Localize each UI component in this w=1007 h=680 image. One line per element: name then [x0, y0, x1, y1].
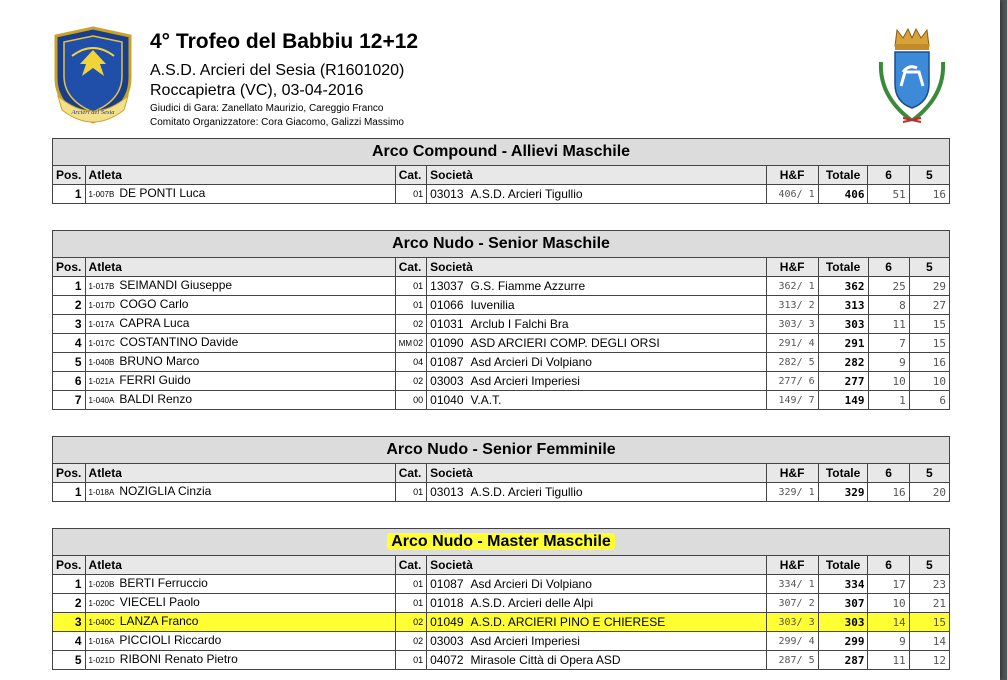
- count-six: 14: [868, 613, 909, 632]
- col-pos-header: Pos.: [53, 166, 86, 185]
- results-table-nudo-master-m: [52, 528, 950, 670]
- category: 01: [413, 299, 424, 310]
- col-total-header: Totale: [818, 258, 868, 277]
- society-name: A.S.D. Arcieri Tigullio: [470, 186, 583, 201]
- society-cell: [427, 315, 766, 334]
- category: 01: [413, 654, 424, 665]
- section-title: Arco Compound - Allievi Maschile: [371, 143, 631, 160]
- athlete-cell: [85, 334, 395, 353]
- position: 5: [53, 651, 86, 670]
- position: 2: [53, 594, 86, 613]
- athlete-name: COSTANTINO Davide: [119, 335, 239, 349]
- position: 6: [53, 372, 86, 391]
- category-cell: [395, 372, 426, 391]
- col-total-header: Totale: [818, 464, 868, 483]
- category-cell: [395, 632, 426, 651]
- category-cell: [395, 334, 426, 353]
- society-code: 01018: [430, 595, 464, 610]
- count-five: 14: [909, 632, 949, 651]
- count-five: 10: [909, 372, 949, 391]
- col-athlete-header: Atleta: [85, 556, 395, 575]
- athlete-name: RIBONI Renato Pietro: [119, 652, 238, 666]
- society-name: Asd Arcieri Di Volpiano: [470, 354, 592, 369]
- col-society-header: Società: [427, 166, 766, 185]
- total-score: 303: [818, 315, 868, 334]
- category: 04: [413, 356, 424, 367]
- count-six: 10: [868, 594, 909, 613]
- total-score: 282: [818, 353, 868, 372]
- judges: Giudici di Gara: Zanellato Maurizio, Careggio Franco: [150, 103, 384, 114]
- athlete-name: CAPRA Luca: [119, 316, 190, 330]
- society-name: Arclub I Falchi Bra: [470, 316, 569, 331]
- hf-score: 291/ 4: [766, 334, 818, 353]
- category-cell: [395, 391, 426, 410]
- society-cell: [427, 483, 766, 502]
- count-six: 16: [868, 483, 909, 502]
- count-five: 15: [909, 613, 949, 632]
- col-cat-header: Cat.: [395, 556, 426, 575]
- col-five-header: 5: [909, 166, 949, 185]
- total-score: 149: [818, 391, 868, 410]
- athlete-cell: [85, 296, 395, 315]
- category-cell: [395, 575, 426, 594]
- total-score: 362: [818, 277, 868, 296]
- count-five: 16: [909, 185, 949, 204]
- athlete-name: VIECELI Paolo: [119, 595, 200, 609]
- section-title: Arco Nudo - Senior Femminile: [386, 441, 616, 458]
- category-cell: [395, 353, 426, 372]
- section-title-row: [53, 437, 950, 464]
- count-five: 21: [909, 594, 949, 613]
- hf-score: 334/ 1: [766, 575, 818, 594]
- col-six-header: 6: [868, 556, 909, 575]
- place-date: Roccapietra (VC), 03-04-2016: [150, 82, 364, 99]
- category-cell: [395, 594, 426, 613]
- athlete-name: BALDI Renzo: [119, 392, 193, 406]
- athlete-name: DE PONTI Luca: [119, 186, 206, 200]
- col-pos-header: Pos.: [53, 258, 86, 277]
- count-six: 9: [868, 632, 909, 651]
- count-five: 12: [909, 651, 949, 670]
- hf-score: 149/ 7: [766, 391, 818, 410]
- category: 01: [413, 578, 424, 589]
- category: 00: [413, 394, 424, 405]
- athlete-name: COGO Carlo: [119, 297, 189, 311]
- society-cell: [427, 372, 766, 391]
- count-six: 8: [868, 296, 909, 315]
- col-hf-header: H&F: [766, 464, 818, 483]
- col-total-header: Totale: [818, 556, 868, 575]
- category: 01: [413, 280, 424, 291]
- category: 01: [413, 188, 424, 199]
- position: 1: [53, 277, 86, 296]
- category-cell: [395, 296, 426, 315]
- col-athlete-header: Atleta: [85, 464, 395, 483]
- table-row: [53, 315, 950, 334]
- athlete-cell: [85, 613, 395, 632]
- count-six: 25: [868, 277, 909, 296]
- society-cell: [427, 296, 766, 315]
- hf-score: 287/ 5: [766, 651, 818, 670]
- col-five-header: 5: [909, 258, 949, 277]
- athlete-cell: [85, 185, 395, 204]
- col-six-header: 6: [868, 166, 909, 185]
- section-title-row: [53, 529, 950, 556]
- society-cell: [427, 594, 766, 613]
- results-table-compound-allievi: [52, 138, 950, 204]
- position: 5: [53, 353, 86, 372]
- section-title-cell: [53, 231, 950, 258]
- col-athlete-header: Atleta: [85, 166, 395, 185]
- total-score: 277: [818, 372, 868, 391]
- athlete-code: 1-020B: [88, 580, 115, 589]
- category: 01: [413, 597, 424, 608]
- athlete-name: NOZIGLIA Cinzia: [119, 484, 212, 498]
- society-cell: [427, 632, 766, 651]
- page-title: 4° Trofeo del Babbiu 12+12: [150, 30, 419, 53]
- athlete-name: FERRI Guido: [119, 373, 191, 387]
- town-crest-icon: [873, 26, 951, 126]
- hf-score: 303/ 3: [766, 613, 818, 632]
- col-hf-header: H&F: [766, 258, 818, 277]
- hf-score: 313/ 2: [766, 296, 818, 315]
- society-cell: [427, 575, 766, 594]
- category: 01: [413, 486, 424, 497]
- section-title-cell: [53, 529, 950, 556]
- society-name: V.A.T.: [470, 392, 502, 407]
- athlete-code: 1-016A: [88, 637, 115, 646]
- position: 7: [53, 391, 86, 410]
- society-code: 01040: [430, 392, 464, 407]
- society-code: 04072: [430, 652, 464, 667]
- division-tag: MM: [398, 338, 413, 348]
- category: 02: [413, 337, 424, 348]
- athlete-cell: [85, 575, 395, 594]
- society-name: Asd Arcieri Imperiesi: [470, 373, 580, 388]
- athlete-cell: [85, 483, 395, 502]
- athlete-code: 1-040A: [88, 396, 115, 405]
- athlete-name: LANZA Franco: [119, 614, 199, 628]
- society-code: 01087: [430, 354, 464, 369]
- table-row: [53, 391, 950, 410]
- category-cell: [395, 483, 426, 502]
- society-code: 03013: [430, 186, 464, 201]
- count-five: 20: [909, 483, 949, 502]
- col-athlete-header: Atleta: [85, 258, 395, 277]
- col-six-header: 6: [868, 258, 909, 277]
- athlete-cell: [85, 277, 395, 296]
- category-cell: [395, 185, 426, 204]
- athlete-code: 1-017B: [88, 282, 115, 291]
- category: 02: [413, 318, 424, 329]
- col-cat-header: Cat.: [395, 464, 426, 483]
- hf-score: 329/ 1: [766, 483, 818, 502]
- position: 1: [53, 575, 86, 594]
- table-row: [53, 277, 950, 296]
- society-code: 03003: [430, 633, 464, 648]
- athlete-name: BERTI Ferruccio: [119, 576, 208, 590]
- count-six: 11: [868, 315, 909, 334]
- athlete-code: 1-017C: [88, 339, 115, 348]
- category: 02: [413, 375, 424, 386]
- table-row: [53, 651, 950, 670]
- athlete-code: 1-020C: [88, 599, 115, 608]
- athlete-name: PICCIOLI Riccardo: [119, 633, 222, 647]
- col-hf-header: H&F: [766, 166, 818, 185]
- athlete-code: 1-021A: [88, 377, 115, 386]
- count-six: 7: [868, 334, 909, 353]
- total-score: 291: [818, 334, 868, 353]
- table-row: [53, 594, 950, 613]
- count-five: 27: [909, 296, 949, 315]
- society-name: G.S. Fiamme Azzurre: [470, 278, 586, 293]
- col-cat-header: Cat.: [395, 166, 426, 185]
- category-cell: [395, 277, 426, 296]
- table-row: [53, 483, 950, 502]
- results-table-nudo-senior-m: [52, 230, 950, 410]
- total-score: 307: [818, 594, 868, 613]
- total-score: 299: [818, 632, 868, 651]
- table-row: [53, 334, 950, 353]
- society-code: 01031: [430, 316, 464, 331]
- position: 3: [53, 613, 86, 632]
- society-name: Mirasole Città di Opera ASD: [470, 652, 621, 667]
- col-pos-header: Pos.: [53, 464, 86, 483]
- section-title-cell: [53, 437, 950, 464]
- position: 3: [53, 315, 86, 334]
- society-name: A.S.D. Arcieri Tigullio: [470, 484, 583, 499]
- column-header-row: [53, 258, 950, 277]
- hf-score: 362/ 1: [766, 277, 818, 296]
- total-score: 287: [818, 651, 868, 670]
- society-cell: [427, 334, 766, 353]
- results-table-nudo-senior-f: [52, 436, 950, 502]
- section-title-row: [53, 231, 950, 258]
- col-pos-header: Pos.: [53, 556, 86, 575]
- category-cell: [395, 315, 426, 334]
- count-six: 9: [868, 353, 909, 372]
- athlete-cell: [85, 651, 395, 670]
- total-score: 313: [818, 296, 868, 315]
- col-five-header: 5: [909, 464, 949, 483]
- athlete-code: 1-040C: [88, 618, 115, 627]
- category-cell: [395, 651, 426, 670]
- society-code: 01049: [430, 614, 464, 629]
- section-title-cell: [53, 139, 950, 166]
- position: 4: [53, 632, 86, 651]
- total-score: 406: [818, 185, 868, 204]
- society-code: 03013: [430, 484, 464, 499]
- athlete-cell: [85, 594, 395, 613]
- column-header-row: [53, 166, 950, 185]
- section-title-row: [53, 139, 950, 166]
- hf-score: 307/ 2: [766, 594, 818, 613]
- count-five: 29: [909, 277, 949, 296]
- count-five: 15: [909, 334, 949, 353]
- col-society-header: Società: [427, 464, 766, 483]
- organizer: A.S.D. Arcieri del Sesia (R1601020): [150, 62, 405, 79]
- table-row: [53, 296, 950, 315]
- col-society-header: Società: [427, 556, 766, 575]
- society-name: A.S.D. Arcieri delle Alpi: [470, 595, 594, 610]
- count-six: 17: [868, 575, 909, 594]
- athlete-code: 1-017D: [88, 301, 115, 310]
- count-five: 15: [909, 315, 949, 334]
- society-code: 03003: [430, 373, 464, 388]
- count-five: 23: [909, 575, 949, 594]
- position: 2: [53, 296, 86, 315]
- col-total-header: Totale: [818, 166, 868, 185]
- hf-score: 282/ 5: [766, 353, 818, 372]
- count-six: 1: [868, 391, 909, 410]
- table-row: [53, 575, 950, 594]
- society-code: 01087: [430, 576, 464, 591]
- athlete-name: BRUNO Marco: [119, 354, 200, 368]
- category: 02: [413, 635, 424, 646]
- count-six: 51: [868, 185, 909, 204]
- athlete-name: SEIMANDI Giuseppe: [119, 278, 233, 292]
- committee: Comitato Organizzatore: Cora Giacomo, Galizzi Massimo: [150, 117, 404, 128]
- society-code: 13037: [430, 278, 464, 293]
- col-six-header: 6: [868, 464, 909, 483]
- society-cell: [427, 651, 766, 670]
- athlete-code: 1-017A: [88, 320, 115, 329]
- position: 4: [53, 334, 86, 353]
- society-name: ASD ARCIERI COMP. DEGLI ORSI: [470, 335, 660, 350]
- table-row: [53, 372, 950, 391]
- athlete-code: 1-018A: [88, 488, 115, 497]
- column-header-row: [53, 464, 950, 483]
- count-five: 16: [909, 353, 949, 372]
- society-name: Iuvenilia: [470, 297, 515, 312]
- athlete-code: 1-021D: [88, 656, 115, 665]
- count-five: 6: [909, 391, 949, 410]
- table-row: [53, 353, 950, 372]
- athlete-code: 1-040B: [88, 358, 115, 367]
- col-society-header: Società: [427, 258, 766, 277]
- athlete-cell: [85, 391, 395, 410]
- society-cell: [427, 391, 766, 410]
- col-five-header: 5: [909, 556, 949, 575]
- athlete-cell: [85, 353, 395, 372]
- athlete-cell: [85, 632, 395, 651]
- table-row: [53, 185, 950, 204]
- category: 02: [413, 616, 424, 627]
- society-code: 01066: [430, 297, 464, 312]
- section-title: Arco Nudo - Senior Maschile: [392, 235, 610, 252]
- section-title: Arco Nudo - Master Maschile: [387, 533, 615, 550]
- athlete-cell: [85, 315, 395, 334]
- count-six: 10: [868, 372, 909, 391]
- athlete-code: 1-007B: [88, 190, 115, 199]
- total-score: 334: [818, 575, 868, 594]
- society-cell: [427, 353, 766, 372]
- position: 1: [53, 185, 86, 204]
- count-six: 11: [868, 651, 909, 670]
- society-cell: [427, 185, 766, 204]
- table-row: [53, 632, 950, 651]
- logo-left-text: Arcieri del Sesia: [71, 109, 115, 116]
- hf-score: 299/ 4: [766, 632, 818, 651]
- society-name: Asd Arcieri Di Volpiano: [470, 576, 592, 591]
- society-cell: [427, 613, 766, 632]
- col-cat-header: Cat.: [395, 258, 426, 277]
- total-score: 329: [818, 483, 868, 502]
- club-logo-icon: [52, 26, 134, 124]
- hf-score: 406/ 1: [766, 185, 818, 204]
- athlete-cell: [85, 372, 395, 391]
- total-score: 303: [818, 613, 868, 632]
- society-code: 01090: [430, 335, 464, 350]
- society-name: A.S.D. ARCIERI PINO E CHIERESE: [470, 614, 666, 629]
- column-header-row: [53, 556, 950, 575]
- society-cell: [427, 277, 766, 296]
- table-row: [53, 613, 950, 632]
- position: 1: [53, 483, 86, 502]
- hf-score: 303/ 3: [766, 315, 818, 334]
- hf-score: 277/ 6: [766, 372, 818, 391]
- category-cell: [395, 613, 426, 632]
- col-hf-header: H&F: [766, 556, 818, 575]
- society-name: Asd Arcieri Imperiesi: [470, 633, 580, 648]
